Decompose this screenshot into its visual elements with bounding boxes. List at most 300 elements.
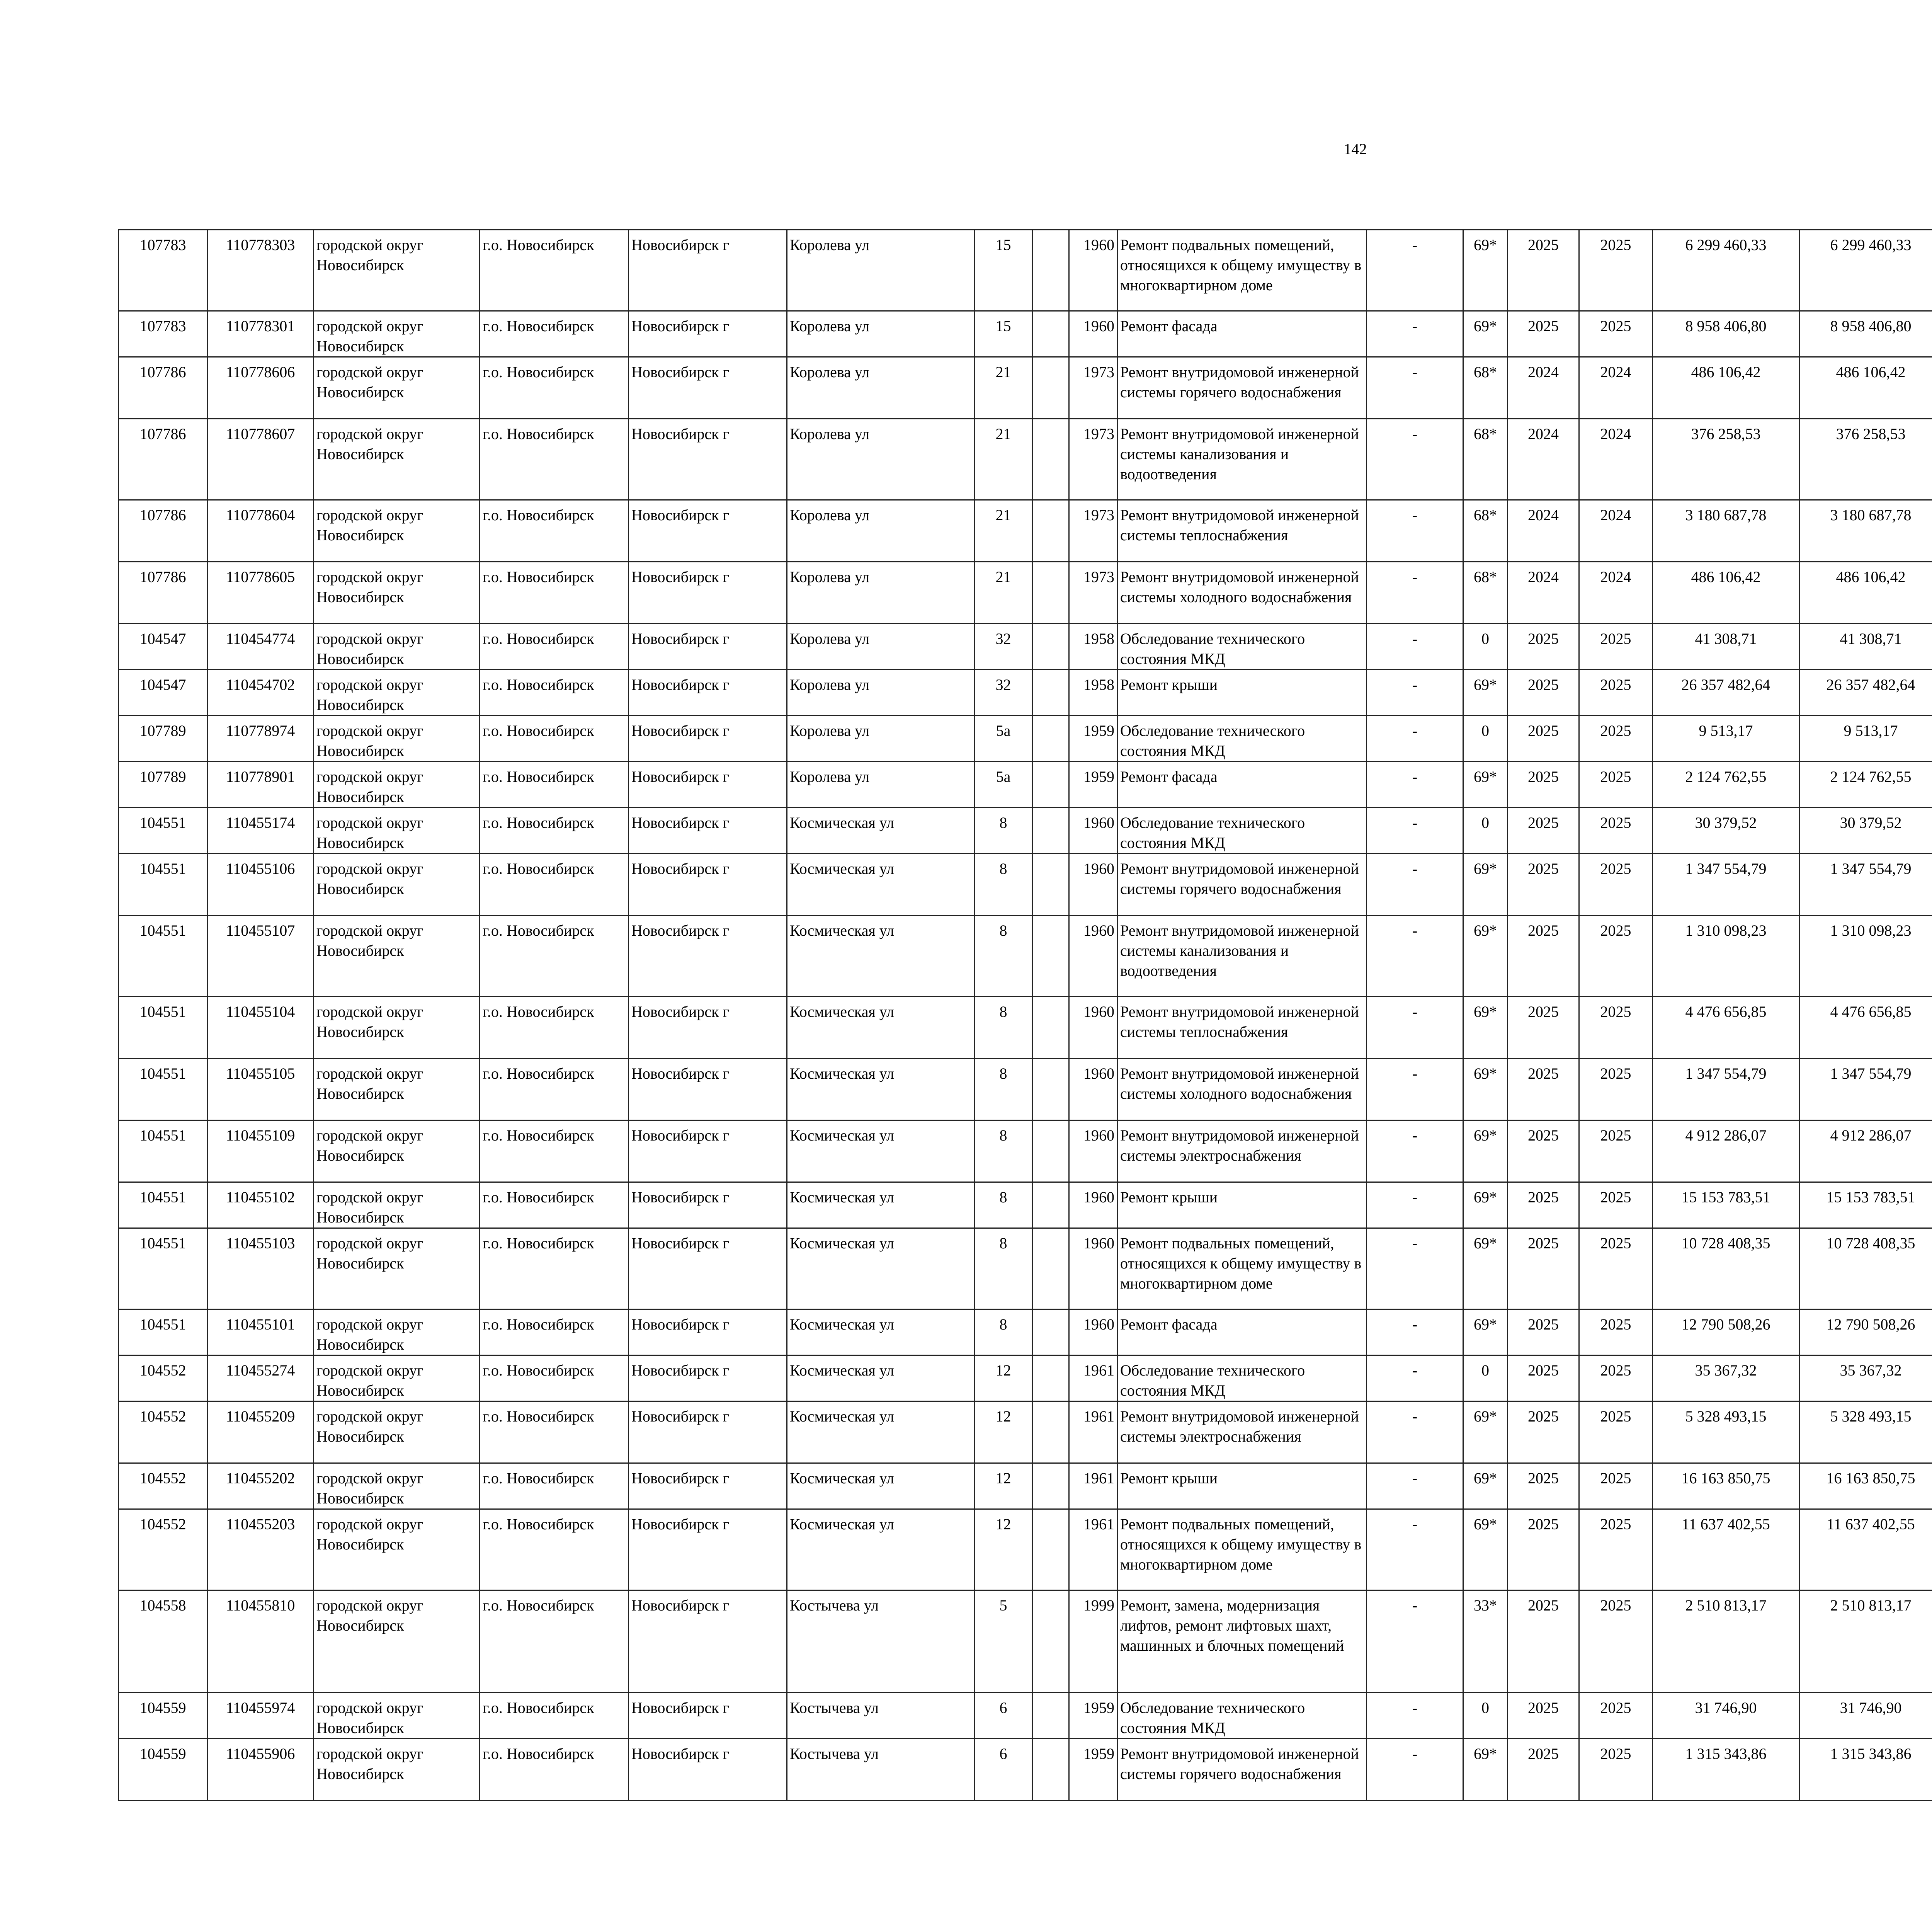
object-id-cell: 104547 [119, 624, 207, 670]
plan-year-end-cell: 2025 [1579, 1059, 1653, 1120]
build-year-cell: 1958 [1069, 624, 1117, 670]
object-id-cell: 104547 [119, 670, 207, 716]
municipality-short-cell: г.о. Новосибирск [480, 419, 629, 500]
work-code-cell: 110778606 [207, 357, 314, 419]
object-id-cell: 107789 [119, 762, 207, 808]
plan-year-start-cell: 2025 [1508, 1228, 1579, 1309]
municipality-short-cell: г.о. Новосибирск [480, 1120, 629, 1182]
dash-cell: - [1367, 808, 1463, 854]
empty-cell [1032, 762, 1069, 808]
work-type-cell: Ремонт внутридомовой инженерной системы канализования и водоотведения [1117, 419, 1367, 500]
city-cell: Новосибирск г [629, 357, 787, 419]
fund-cost-cell: 16 163 850,75 [1799, 1463, 1932, 1509]
registry-body [119, 230, 1932, 1801]
plan-year-end-cell: 2025 [1579, 1463, 1653, 1509]
wear-percent-cell: 0 [1463, 716, 1508, 762]
work-code-cell: 110778604 [207, 500, 314, 562]
plan-year-start-cell: 2025 [1508, 997, 1579, 1059]
wear-percent-cell: 0 [1463, 1693, 1508, 1739]
house-number-cell: 5а [975, 762, 1032, 808]
object-id-cell: 107786 [119, 357, 207, 419]
total-cost-cell: 1 347 554,79 [1653, 1059, 1799, 1120]
build-year-cell: 1961 [1069, 1509, 1117, 1590]
table-row [119, 562, 1932, 624]
city-cell: Новосибирск г [629, 1309, 787, 1355]
house-number-cell: 5 [975, 1590, 1032, 1693]
repair-registry-table [118, 229, 1932, 1801]
fund-cost-cell: 1 347 554,79 [1799, 854, 1932, 916]
fund-cost-cell: 1 315 343,86 [1799, 1739, 1932, 1801]
work-type-cell: Ремонт внутридомовой инженерной системы горячего водоснабжения [1117, 357, 1367, 419]
city-cell: Новосибирск г [629, 1590, 787, 1693]
build-year-cell: 1960 [1069, 1059, 1117, 1120]
municipality-short-cell: г.о. Новосибирск [480, 311, 629, 357]
plan-year-start-cell: 2025 [1508, 1355, 1579, 1401]
table-row [119, 419, 1932, 500]
house-number-cell: 12 [975, 1355, 1032, 1401]
fund-cost-cell: 41 308,71 [1799, 624, 1932, 670]
city-cell: Новосибирск г [629, 1059, 787, 1120]
work-code-cell: 110455174 [207, 808, 314, 854]
build-year-cell: 1960 [1069, 916, 1117, 997]
total-cost-cell: 4 912 286,07 [1653, 1120, 1799, 1182]
total-cost-cell: 486 106,42 [1653, 357, 1799, 419]
empty-cell [1032, 562, 1069, 624]
work-type-cell: Ремонт фасада [1117, 1309, 1367, 1355]
city-cell: Новосибирск г [629, 1120, 787, 1182]
municipality-short-cell: г.о. Новосибирск [480, 670, 629, 716]
object-id-cell: 107786 [119, 500, 207, 562]
fund-cost-cell: 10 728 408,35 [1799, 1228, 1932, 1309]
dash-cell: - [1367, 1120, 1463, 1182]
plan-year-start-cell: 2024 [1508, 419, 1579, 500]
plan-year-start-cell: 2025 [1508, 1120, 1579, 1182]
table-row [119, 1228, 1932, 1309]
table-row [119, 1355, 1932, 1401]
municipality-short-cell: г.о. Новосибирск [480, 916, 629, 997]
municipality-short-cell: г.о. Новосибирск [480, 1182, 629, 1228]
work-type-cell: Ремонт внутридомовой инженерной системы горячего водоснабжения [1117, 1739, 1367, 1801]
city-cell: Новосибирск г [629, 1509, 787, 1590]
municipality-cell: городской округ Новосибирск [314, 500, 480, 562]
municipality-cell: городской округ Новосибирск [314, 624, 480, 670]
build-year-cell: 1961 [1069, 1463, 1117, 1509]
municipality-cell: городской округ Новосибирск [314, 808, 480, 854]
table-row [119, 716, 1932, 762]
house-number-cell: 21 [975, 562, 1032, 624]
plan-year-start-cell: 2025 [1508, 230, 1579, 311]
fund-cost-cell: 9 513,17 [1799, 716, 1932, 762]
build-year-cell: 1960 [1069, 1309, 1117, 1355]
work-code-cell: 110455105 [207, 1059, 314, 1120]
work-type-cell: Обследование технического состояния МКД [1117, 808, 1367, 854]
total-cost-cell: 10 728 408,35 [1653, 1228, 1799, 1309]
municipality-cell: городской округ Новосибирск [314, 357, 480, 419]
wear-percent-cell: 69* [1463, 311, 1508, 357]
work-type-cell: Ремонт подвальных помещений, относящихся к общему имуществу в многоквартирном доме [1117, 1509, 1367, 1590]
work-code-cell: 110455810 [207, 1590, 314, 1693]
work-type-cell: Ремонт фасада [1117, 762, 1367, 808]
street-cell: Космическая ул [787, 808, 975, 854]
plan-year-start-cell: 2025 [1508, 1509, 1579, 1590]
plan-year-end-cell: 2024 [1579, 500, 1653, 562]
municipality-short-cell: г.о. Новосибирск [480, 500, 629, 562]
municipality-cell: городской округ Новосибирск [314, 997, 480, 1059]
plan-year-end-cell: 2025 [1579, 1228, 1653, 1309]
work-type-cell: Ремонт внутридомовой инженерной системы теплоснабжения [1117, 997, 1367, 1059]
work-code-cell: 110778607 [207, 419, 314, 500]
plan-year-end-cell: 2025 [1579, 230, 1653, 311]
plan-year-end-cell: 2024 [1579, 562, 1653, 624]
plan-year-end-cell: 2025 [1579, 311, 1653, 357]
work-code-cell: 110455974 [207, 1693, 314, 1739]
dash-cell: - [1367, 357, 1463, 419]
empty-cell [1032, 1182, 1069, 1228]
total-cost-cell: 2 510 813,17 [1653, 1590, 1799, 1693]
city-cell: Новосибирск г [629, 1463, 787, 1509]
fund-cost-cell: 376 258,53 [1799, 419, 1932, 500]
house-number-cell: 8 [975, 997, 1032, 1059]
house-number-cell: 15 [975, 230, 1032, 311]
dash-cell: - [1367, 311, 1463, 357]
city-cell: Новосибирск г [629, 670, 787, 716]
municipality-cell: городской округ Новосибирск [314, 1463, 480, 1509]
wear-percent-cell: 69* [1463, 997, 1508, 1059]
plan-year-end-cell: 2024 [1579, 419, 1653, 500]
municipality-cell: городской округ Новосибирск [314, 419, 480, 500]
table-row [119, 1059, 1932, 1120]
wear-percent-cell: 0 [1463, 624, 1508, 670]
plan-year-end-cell: 2025 [1579, 1309, 1653, 1355]
dash-cell: - [1367, 500, 1463, 562]
total-cost-cell: 376 258,53 [1653, 419, 1799, 500]
wear-percent-cell: 69* [1463, 1182, 1508, 1228]
street-cell: Космическая ул [787, 1309, 975, 1355]
wear-percent-cell: 0 [1463, 1355, 1508, 1401]
municipality-cell: городской округ Новосибирск [314, 1059, 480, 1120]
object-id-cell: 104552 [119, 1509, 207, 1590]
city-cell: Новосибирск г [629, 762, 787, 808]
house-number-cell: 8 [975, 854, 1032, 916]
dash-cell: - [1367, 1182, 1463, 1228]
plan-year-start-cell: 2024 [1508, 562, 1579, 624]
municipality-short-cell: г.о. Новосибирск [480, 1693, 629, 1739]
street-cell: Космическая ул [787, 997, 975, 1059]
work-type-cell: Ремонт внутридомовой инженерной системы канализования и водоотведения [1117, 916, 1367, 997]
fund-cost-cell: 30 379,52 [1799, 808, 1932, 854]
city-cell: Новосибирск г [629, 716, 787, 762]
plan-year-start-cell: 2025 [1508, 762, 1579, 808]
plan-year-end-cell: 2025 [1579, 1182, 1653, 1228]
plan-year-end-cell: 2025 [1579, 1693, 1653, 1739]
work-code-cell: 110455107 [207, 916, 314, 997]
wear-percent-cell: 69* [1463, 230, 1508, 311]
empty-cell [1032, 916, 1069, 997]
dash-cell: - [1367, 854, 1463, 916]
empty-cell [1032, 1309, 1069, 1355]
municipality-short-cell: г.о. Новосибирск [480, 1355, 629, 1401]
page-number: 142 [1344, 140, 1367, 158]
plan-year-end-cell: 2025 [1579, 762, 1653, 808]
build-year-cell: 1959 [1069, 1739, 1117, 1801]
empty-cell [1032, 997, 1069, 1059]
wear-percent-cell: 69* [1463, 1228, 1508, 1309]
table-row [119, 357, 1932, 419]
work-code-cell: 110778301 [207, 311, 314, 357]
house-number-cell: 6 [975, 1693, 1032, 1739]
dash-cell: - [1367, 670, 1463, 716]
municipality-short-cell: г.о. Новосибирск [480, 1228, 629, 1309]
table-row [119, 997, 1932, 1059]
house-number-cell: 12 [975, 1401, 1032, 1463]
municipality-cell: городской округ Новосибирск [314, 1120, 480, 1182]
build-year-cell: 1960 [1069, 311, 1117, 357]
municipality-cell: городской округ Новосибирск [314, 1309, 480, 1355]
city-cell: Новосибирск г [629, 1355, 787, 1401]
work-code-cell: 110455109 [207, 1120, 314, 1182]
fund-cost-cell: 11 637 402,55 [1799, 1509, 1932, 1590]
total-cost-cell: 12 790 508,26 [1653, 1309, 1799, 1355]
street-cell: Космическая ул [787, 916, 975, 997]
work-code-cell: 110455209 [207, 1401, 314, 1463]
street-cell: Космическая ул [787, 1463, 975, 1509]
object-id-cell: 104559 [119, 1693, 207, 1739]
plan-year-end-cell: 2025 [1579, 1509, 1653, 1590]
object-id-cell: 107789 [119, 716, 207, 762]
work-type-cell: Ремонт внутридомовой инженерной системы горячего водоснабжения [1117, 854, 1367, 916]
plan-year-start-cell: 2025 [1508, 670, 1579, 716]
street-cell: Королева ул [787, 230, 975, 311]
build-year-cell: 1960 [1069, 1182, 1117, 1228]
plan-year-end-cell: 2025 [1579, 1401, 1653, 1463]
wear-percent-cell: 33* [1463, 1590, 1508, 1693]
municipality-cell: городской округ Новосибирск [314, 716, 480, 762]
build-year-cell: 1973 [1069, 419, 1117, 500]
work-type-cell: Обследование технического состояния МКД [1117, 624, 1367, 670]
dash-cell: - [1367, 916, 1463, 997]
street-cell: Королева ул [787, 311, 975, 357]
build-year-cell: 1973 [1069, 500, 1117, 562]
dash-cell: - [1367, 562, 1463, 624]
city-cell: Новосибирск г [629, 230, 787, 311]
plan-year-start-cell: 2025 [1508, 916, 1579, 997]
wear-percent-cell: 69* [1463, 762, 1508, 808]
empty-cell [1032, 1120, 1069, 1182]
wear-percent-cell: 68* [1463, 500, 1508, 562]
wear-percent-cell: 69* [1463, 1059, 1508, 1120]
house-number-cell: 5а [975, 716, 1032, 762]
street-cell: Космическая ул [787, 1401, 975, 1463]
fund-cost-cell: 12 790 508,26 [1799, 1309, 1932, 1355]
dash-cell: - [1367, 1509, 1463, 1590]
work-code-cell: 110454774 [207, 624, 314, 670]
object-id-cell: 107783 [119, 311, 207, 357]
municipality-cell: городской округ Новосибирск [314, 1509, 480, 1590]
total-cost-cell: 11 637 402,55 [1653, 1509, 1799, 1590]
plan-year-end-cell: 2025 [1579, 670, 1653, 716]
object-id-cell: 104551 [119, 997, 207, 1059]
work-type-cell: Обследование технического состояния МКД [1117, 1693, 1367, 1739]
wear-percent-cell: 69* [1463, 1401, 1508, 1463]
work-type-cell: Обследование технического состояния МКД [1117, 716, 1367, 762]
fund-cost-cell: 4 912 286,07 [1799, 1120, 1932, 1182]
house-number-cell: 21 [975, 357, 1032, 419]
street-cell: Королева ул [787, 670, 975, 716]
object-id-cell: 104552 [119, 1463, 207, 1509]
table-row [119, 311, 1932, 357]
dash-cell: - [1367, 1059, 1463, 1120]
object-id-cell: 104552 [119, 1355, 207, 1401]
wear-percent-cell: 69* [1463, 1309, 1508, 1355]
work-type-cell: Ремонт внутридомовой инженерной системы холодного водоснабжения [1117, 1059, 1367, 1120]
build-year-cell: 1960 [1069, 808, 1117, 854]
house-number-cell: 12 [975, 1509, 1032, 1590]
city-cell: Новосибирск г [629, 1693, 787, 1739]
fund-cost-cell: 15 153 783,51 [1799, 1182, 1932, 1228]
work-type-cell: Ремонт подвальных помещений, относящихся к общему имуществу в многоквартирном доме [1117, 1228, 1367, 1309]
empty-cell [1032, 1463, 1069, 1509]
empty-cell [1032, 419, 1069, 500]
house-number-cell: 8 [975, 808, 1032, 854]
fund-cost-cell: 3 180 687,78 [1799, 500, 1932, 562]
empty-cell [1032, 670, 1069, 716]
plan-year-end-cell: 2025 [1579, 1590, 1653, 1693]
build-year-cell: 1959 [1069, 716, 1117, 762]
municipality-cell: городской округ Новосибирск [314, 762, 480, 808]
work-type-cell: Ремонт внутридомовой инженерной системы теплоснабжения [1117, 500, 1367, 562]
municipality-short-cell: г.о. Новосибирск [480, 1309, 629, 1355]
build-year-cell: 1961 [1069, 1401, 1117, 1463]
dash-cell: - [1367, 716, 1463, 762]
work-code-cell: 110778901 [207, 762, 314, 808]
plan-year-end-cell: 2025 [1579, 716, 1653, 762]
work-type-cell: Ремонт крыши [1117, 1182, 1367, 1228]
table-row [119, 500, 1932, 562]
municipality-short-cell: г.о. Новосибирск [480, 562, 629, 624]
wear-percent-cell: 69* [1463, 1463, 1508, 1509]
build-year-cell: 1961 [1069, 1355, 1117, 1401]
plan-year-start-cell: 2025 [1508, 1401, 1579, 1463]
fund-cost-cell: 2 510 813,17 [1799, 1590, 1932, 1693]
table-row [119, 1463, 1932, 1509]
empty-cell [1032, 624, 1069, 670]
plan-year-start-cell: 2025 [1508, 1059, 1579, 1120]
total-cost-cell: 3 180 687,78 [1653, 500, 1799, 562]
fund-cost-cell: 486 106,42 [1799, 357, 1932, 419]
plan-year-end-cell: 2025 [1579, 624, 1653, 670]
wear-percent-cell: 69* [1463, 916, 1508, 997]
object-id-cell: 104551 [119, 1120, 207, 1182]
object-id-cell: 104551 [119, 854, 207, 916]
plan-year-start-cell: 2025 [1508, 1693, 1579, 1739]
municipality-cell: городской округ Новосибирск [314, 1228, 480, 1309]
table-row [119, 1739, 1932, 1801]
city-cell: Новосибирск г [629, 997, 787, 1059]
municipality-cell: городской округ Новосибирск [314, 1693, 480, 1739]
dash-cell: - [1367, 624, 1463, 670]
work-code-cell: 110455104 [207, 997, 314, 1059]
plan-year-start-cell: 2025 [1508, 1463, 1579, 1509]
object-id-cell: 107783 [119, 230, 207, 311]
house-number-cell: 8 [975, 916, 1032, 997]
object-id-cell: 104558 [119, 1590, 207, 1693]
work-type-cell: Ремонт крыши [1117, 1463, 1367, 1509]
fund-cost-cell: 26 357 482,64 [1799, 670, 1932, 716]
empty-cell [1032, 1228, 1069, 1309]
table-row [119, 916, 1932, 997]
street-cell: Костычева ул [787, 1739, 975, 1801]
municipality-short-cell: г.о. Новосибирск [480, 1401, 629, 1463]
plan-year-end-cell: 2025 [1579, 854, 1653, 916]
object-id-cell: 107786 [119, 562, 207, 624]
plan-year-end-cell: 2025 [1579, 997, 1653, 1059]
empty-cell [1032, 808, 1069, 854]
plan-year-start-cell: 2025 [1508, 1739, 1579, 1801]
house-number-cell: 21 [975, 419, 1032, 500]
street-cell: Космическая ул [787, 1509, 975, 1590]
wear-percent-cell: 69* [1463, 1739, 1508, 1801]
build-year-cell: 1960 [1069, 997, 1117, 1059]
table-row [119, 1590, 1932, 1693]
municipality-cell: городской округ Новосибирск [314, 1739, 480, 1801]
fund-cost-cell: 5 328 493,15 [1799, 1401, 1932, 1463]
house-number-cell: 15 [975, 311, 1032, 357]
fund-cost-cell: 4 476 656,85 [1799, 997, 1932, 1059]
municipality-short-cell: г.о. Новосибирск [480, 357, 629, 419]
build-year-cell: 1958 [1069, 670, 1117, 716]
build-year-cell: 1973 [1069, 562, 1117, 624]
plan-year-start-cell: 2025 [1508, 311, 1579, 357]
work-code-cell: 110778303 [207, 230, 314, 311]
build-year-cell: 1973 [1069, 357, 1117, 419]
table-row [119, 808, 1932, 854]
total-cost-cell: 30 379,52 [1653, 808, 1799, 854]
fund-cost-cell: 8 958 406,80 [1799, 311, 1932, 357]
fund-cost-cell: 1 347 554,79 [1799, 1059, 1932, 1120]
municipality-cell: городской округ Новосибирск [314, 670, 480, 716]
object-id-cell: 104552 [119, 1401, 207, 1463]
build-year-cell: 1999 [1069, 1590, 1117, 1693]
object-id-cell: 104551 [119, 1228, 207, 1309]
dash-cell: - [1367, 762, 1463, 808]
municipality-short-cell: г.о. Новосибирск [480, 997, 629, 1059]
plan-year-end-cell: 2025 [1579, 916, 1653, 997]
empty-cell [1032, 1355, 1069, 1401]
total-cost-cell: 1 315 343,86 [1653, 1739, 1799, 1801]
street-cell: Космическая ул [787, 854, 975, 916]
street-cell: Космическая ул [787, 1182, 975, 1228]
city-cell: Новосибирск г [629, 854, 787, 916]
plan-year-end-cell: 2025 [1579, 1739, 1653, 1801]
build-year-cell: 1960 [1069, 854, 1117, 916]
work-code-cell: 110455274 [207, 1355, 314, 1401]
total-cost-cell: 2 124 762,55 [1653, 762, 1799, 808]
total-cost-cell: 5 328 493,15 [1653, 1401, 1799, 1463]
dash-cell: - [1367, 997, 1463, 1059]
work-code-cell: 110455106 [207, 854, 314, 916]
street-cell: Королева ул [787, 419, 975, 500]
dash-cell: - [1367, 1401, 1463, 1463]
work-type-cell: Ремонт внутридомовой инженерной системы холодного водоснабжения [1117, 562, 1367, 624]
municipality-short-cell: г.о. Новосибирск [480, 1463, 629, 1509]
object-id-cell: 104551 [119, 1182, 207, 1228]
total-cost-cell: 9 513,17 [1653, 716, 1799, 762]
fund-cost-cell: 31 746,90 [1799, 1693, 1932, 1739]
wear-percent-cell: 68* [1463, 562, 1508, 624]
municipality-short-cell: г.о. Новосибирск [480, 1739, 629, 1801]
municipality-short-cell: г.о. Новосибирск [480, 762, 629, 808]
object-id-cell: 104551 [119, 916, 207, 997]
